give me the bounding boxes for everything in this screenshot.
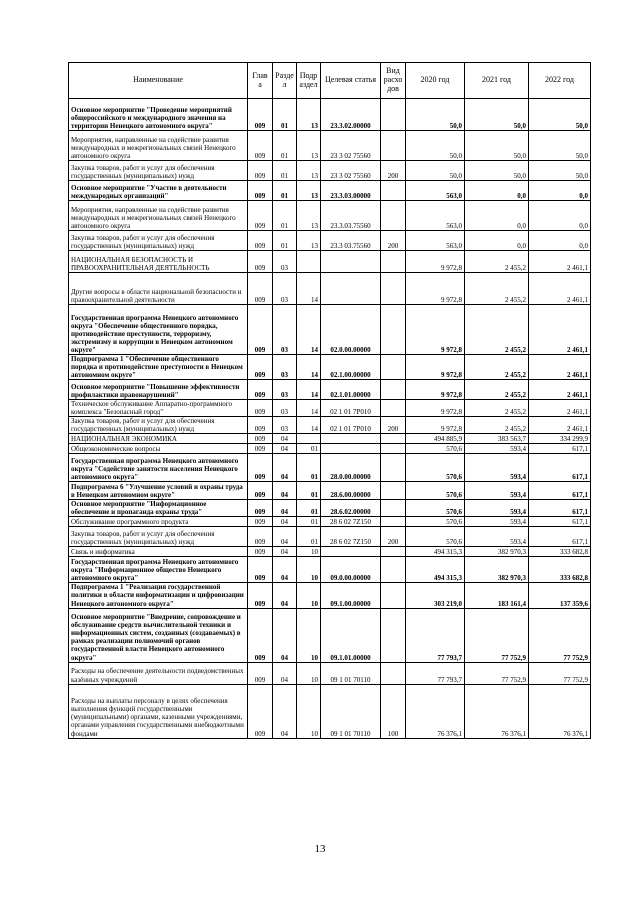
cell-statya (321, 434, 381, 444)
cell-podrazdel: 10 (297, 662, 321, 684)
cell-y2022: 333 682,8 (529, 547, 591, 557)
cell-y2022: 137 359,6 (529, 583, 591, 608)
cell-y2022: 50,0 (529, 99, 591, 131)
cell-y2022: 617,1 (529, 517, 591, 527)
cell-y2020: 9 972,8 (406, 380, 465, 400)
cell-y2020: 50,0 (406, 161, 465, 181)
cell-podrazdel: 01 (297, 444, 321, 454)
table-row (69, 684, 591, 738)
cell-y2021: 0,0 (465, 201, 529, 231)
cell-glava: 009 (248, 380, 273, 400)
table-row (69, 181, 591, 201)
cell-name: Закупка товаров, работ и услуг для обеспечения государственных (муниципальных) нужд (69, 161, 248, 181)
table-row (69, 517, 591, 527)
cell-vid: 200 (381, 527, 406, 547)
cell-podrazdel: 14 (297, 417, 321, 434)
header-statya: Целевая статья (321, 63, 381, 99)
cell-y2021: 2 455,2 (465, 251, 529, 273)
cell-y2020: 494 315,3 (406, 557, 465, 583)
cell-y2020: 9 972,8 (406, 273, 465, 305)
cell-razdel: 04 (273, 454, 297, 482)
cell-y2021: 2 455,2 (465, 355, 529, 380)
table-row (69, 417, 591, 434)
cell-y2021: 593,4 (465, 482, 529, 500)
cell-vid: 100 (381, 684, 406, 738)
header-glava: Глав а (248, 63, 273, 99)
cell-glava: 009 (248, 99, 273, 131)
header-2020: 2020 год (406, 63, 465, 99)
header-2021: 2021 год (465, 63, 529, 99)
cell-podrazdel: 13 (297, 131, 321, 161)
cell-statya (321, 547, 381, 557)
cell-y2021: 0,0 (465, 181, 529, 201)
cell-y2020: 9 972,8 (406, 417, 465, 434)
cell-y2021: 593,4 (465, 527, 529, 547)
cell-vid (381, 400, 406, 417)
cell-vid (381, 557, 406, 583)
cell-y2021: 50,0 (465, 161, 529, 181)
cell-name: Закупка товаров, работ и услуг для обеспечения государственных (муниципальных) нужд (69, 231, 248, 251)
cell-razdel: 01 (273, 201, 297, 231)
cell-podrazdel: 14 (297, 400, 321, 417)
cell-name: Закупка товаров, работ и услуг для обеспечения государственных (муниципальных) нужд (69, 527, 248, 547)
cell-podrazdel: 13 (297, 181, 321, 201)
cell-name: Государственная программа Ненецкого автономного округа "Информационное общество Ненецкого автономного округа" (69, 557, 248, 583)
cell-podrazdel: 10 (297, 608, 321, 662)
cell-vid (381, 99, 406, 131)
cell-razdel: 04 (273, 527, 297, 547)
cell-name: Основное мероприятие "Участие в деятельности международных организаций" (69, 181, 248, 201)
table-row (69, 434, 591, 444)
cell-glava: 009 (248, 517, 273, 527)
cell-podrazdel: 10 (297, 557, 321, 583)
cell-y2021: 50,0 (465, 131, 529, 161)
cell-razdel: 01 (273, 99, 297, 131)
cell-y2022: 0,0 (529, 231, 591, 251)
header-vid: Вид расхо дов (381, 63, 406, 99)
cell-razdel: 03 (273, 305, 297, 355)
cell-y2022: 617,1 (529, 500, 591, 517)
table-row (69, 231, 591, 251)
cell-statya: 23.3 03.75560 (321, 231, 381, 251)
cell-razdel: 01 (273, 181, 297, 201)
cell-name: Обслуживание программного продукта (69, 517, 248, 527)
cell-glava: 009 (248, 500, 273, 517)
cell-y2022: 0,0 (529, 181, 591, 201)
cell-vid: 200 (381, 161, 406, 181)
cell-glava: 009 (248, 557, 273, 583)
cell-podrazdel: 01 (297, 527, 321, 547)
table-row (69, 557, 591, 583)
table-row (69, 380, 591, 400)
table-row (69, 547, 591, 557)
cell-statya: 28 6 02 7Z150 (321, 527, 381, 547)
cell-statya: 09 1 01 70110 (321, 662, 381, 684)
cell-y2021: 77 752,9 (465, 662, 529, 684)
cell-y2022: 617,1 (529, 444, 591, 454)
cell-podrazdel (297, 251, 321, 273)
cell-name: НАЦИОНАЛЬНАЯ ЭКОНОМИКА (69, 434, 248, 444)
table-row (69, 500, 591, 517)
cell-y2022: 617,1 (529, 454, 591, 482)
cell-statya: 23.3.03.00000 (321, 181, 381, 201)
cell-name: Закупка товаров, работ и услуг для обеспечения государственных (муниципальных) нужд (69, 417, 248, 434)
cell-y2021: 77 752,9 (465, 608, 529, 662)
cell-y2022: 0,0 (529, 201, 591, 231)
cell-y2021: 183 161,4 (465, 583, 529, 608)
cell-vid (381, 273, 406, 305)
cell-y2021: 593,4 (465, 444, 529, 454)
cell-statya: 23 3 02 75560 (321, 131, 381, 161)
cell-y2020: 77 793,7 (406, 662, 465, 684)
cell-y2021: 593,4 (465, 517, 529, 527)
table-row (69, 305, 591, 355)
cell-statya: 28 6 02 7Z150 (321, 517, 381, 527)
table-row (69, 454, 591, 482)
cell-podrazdel: 10 (297, 684, 321, 738)
table-row (69, 662, 591, 684)
cell-y2022: 617,1 (529, 527, 591, 547)
cell-y2022: 50,0 (529, 161, 591, 181)
cell-statya: 23 3 02 75560 (321, 161, 381, 181)
cell-y2022: 77 752,9 (529, 662, 591, 684)
cell-glava: 009 (248, 434, 273, 444)
cell-razdel: 03 (273, 273, 297, 305)
cell-y2020: 563,0 (406, 201, 465, 231)
cell-y2020: 76 376,1 (406, 684, 465, 738)
cell-vid (381, 517, 406, 527)
cell-statya: 28.0.00.00000 (321, 454, 381, 482)
cell-name: Основное мероприятие "Проведение мероприятий общероссийского и международного значения на территории Ненецкого автономного округа" (69, 99, 248, 131)
table-row (69, 400, 591, 417)
cell-vid (381, 662, 406, 684)
cell-y2021: 50,0 (465, 99, 529, 131)
header-2022: 2022 год (529, 63, 591, 99)
table-row (69, 201, 591, 231)
cell-name: Подпрограмма 1 "Реализация государственной политики в области информатизации и цифровизации Ненецкого автономного округа" (69, 583, 248, 608)
cell-statya: 23.3.03.75560 (321, 201, 381, 231)
cell-name: Техническое обслуживание Аппаратно-программного комплекса "Безопасный город" (69, 400, 248, 417)
budget-table (68, 62, 591, 739)
cell-razdel: 04 (273, 608, 297, 662)
cell-y2022: 2 461,1 (529, 305, 591, 355)
cell-y2020: 570,6 (406, 444, 465, 454)
cell-vid (381, 131, 406, 161)
cell-y2021: 76 376,1 (465, 684, 529, 738)
cell-glava: 009 (248, 482, 273, 500)
cell-y2022: 76 376,1 (529, 684, 591, 738)
cell-y2020: 563,0 (406, 181, 465, 201)
cell-statya: 09.0.00.00000 (321, 557, 381, 583)
cell-podrazdel: 01 (297, 517, 321, 527)
cell-y2020: 570,6 (406, 527, 465, 547)
cell-name: Основное мероприятие "Повышение эффективности профилактики правонарушений" (69, 380, 248, 400)
cell-razdel: 04 (273, 557, 297, 583)
cell-glava: 009 (248, 684, 273, 738)
cell-y2020: 9 972,8 (406, 251, 465, 273)
cell-y2020: 570,6 (406, 517, 465, 527)
cell-y2022: 2 461,1 (529, 273, 591, 305)
cell-y2022: 2 461,1 (529, 380, 591, 400)
table-row (69, 251, 591, 273)
cell-razdel: 03 (273, 251, 297, 273)
cell-vid (381, 500, 406, 517)
cell-razdel: 04 (273, 684, 297, 738)
cell-y2021: 2 455,2 (465, 400, 529, 417)
cell-y2022: 333 682,8 (529, 557, 591, 583)
cell-name: Общеэкономические вопросы (69, 444, 248, 454)
cell-glava: 009 (248, 662, 273, 684)
cell-glava: 009 (248, 201, 273, 231)
cell-glava: 009 (248, 400, 273, 417)
cell-statya: 02 1 01 7Р010 (321, 400, 381, 417)
cell-razdel: 04 (273, 434, 297, 444)
cell-glava: 009 (248, 305, 273, 355)
table-row (69, 161, 591, 181)
table-row (69, 273, 591, 305)
cell-vid (381, 380, 406, 400)
cell-y2022: 2 461,1 (529, 417, 591, 434)
cell-y2021: 382 970,3 (465, 557, 529, 583)
cell-name: Связь и информатика (69, 547, 248, 557)
cell-razdel: 03 (273, 380, 297, 400)
cell-glava: 009 (248, 355, 273, 380)
cell-podrazdel: 13 (297, 201, 321, 231)
table-row (69, 527, 591, 547)
cell-vid (381, 251, 406, 273)
cell-name: Мероприятия, направленные на содействие развития международных и межрегиональных связей Ненецкого автономного округа (69, 201, 248, 231)
cell-podrazdel: 13 (297, 99, 321, 131)
cell-y2020: 570,6 (406, 454, 465, 482)
cell-name: Государственная программа Ненецкого автономного округа "Обеспечение общественного порядка, противодействие преступности, терроризму, экстремизму и коррупции в Ненецком автономном округе" (69, 305, 248, 355)
cell-y2021: 2 455,2 (465, 273, 529, 305)
cell-razdel: 04 (273, 444, 297, 454)
cell-y2021: 383 563,7 (465, 434, 529, 444)
header-row (69, 63, 591, 99)
cell-y2020: 570,6 (406, 482, 465, 500)
cell-vid (381, 608, 406, 662)
cell-vid: 200 (381, 417, 406, 434)
cell-razdel: 04 (273, 547, 297, 557)
cell-name: Государственная программа Ненецкого автономного округа "Содействие занятости населения Ненецкого автономного округа" (69, 454, 248, 482)
cell-podrazdel: 10 (297, 547, 321, 557)
cell-vid (381, 583, 406, 608)
cell-y2021: 593,4 (465, 454, 529, 482)
cell-podrazdel: 01 (297, 482, 321, 500)
cell-name: Расходы на выплаты персоналу в целях обеспечения выполнения функций государственными (муниципальными) органами, казенными учреждениями, органами управления государственными внебюджетными фондами (69, 684, 248, 738)
cell-glava: 009 (248, 583, 273, 608)
table-row (69, 482, 591, 500)
cell-podrazdel: 14 (297, 305, 321, 355)
cell-y2020: 303 219,0 (406, 583, 465, 608)
cell-glava: 009 (248, 231, 273, 251)
cell-razdel: 04 (273, 583, 297, 608)
cell-y2020: 570,6 (406, 500, 465, 517)
cell-glava: 009 (248, 161, 273, 181)
cell-name: Основное мероприятие "Внедрение, сопровождение и обслуживание средств вычислительной техники и информационных систем, созданных (создаваемых) в рамках реализации полномочий органов государственной власти Ненецкого автономного округа" (69, 608, 248, 662)
cell-statya: 28.6.02.00000 (321, 500, 381, 517)
cell-podrazdel: 13 (297, 231, 321, 251)
cell-razdel: 01 (273, 161, 297, 181)
cell-podrazdel: 01 (297, 454, 321, 482)
header-razdel: Разде л (273, 63, 297, 99)
cell-y2022: 2 461,1 (529, 355, 591, 380)
cell-statya: 02 1 01 7Р010 (321, 417, 381, 434)
cell-statya: 09 1 01 70110 (321, 684, 381, 738)
cell-glava: 009 (248, 527, 273, 547)
cell-y2020: 77 793,7 (406, 608, 465, 662)
header-name: Наименование (69, 63, 248, 99)
cell-y2022: 2 461,1 (529, 400, 591, 417)
cell-vid: 200 (381, 231, 406, 251)
cell-y2021: 2 455,2 (465, 417, 529, 434)
cell-razdel: 04 (273, 482, 297, 500)
cell-y2022: 50,0 (529, 131, 591, 161)
cell-y2021: 382 970,3 (465, 547, 529, 557)
cell-vid (381, 201, 406, 231)
cell-y2021: 2 455,2 (465, 305, 529, 355)
table-row (69, 608, 591, 662)
cell-name: Расходы на обеспечение деятельности подведомственных казённых учреждений (69, 662, 248, 684)
cell-name: Мероприятия, направленные на содействие развития международных и межрегиональных связей Ненецкого автономного округа (69, 131, 248, 161)
cell-y2020: 9 972,8 (406, 355, 465, 380)
cell-razdel: 04 (273, 517, 297, 527)
cell-razdel: 04 (273, 500, 297, 517)
table-row (69, 444, 591, 454)
cell-razdel: 03 (273, 355, 297, 380)
cell-podrazdel: 10 (297, 583, 321, 608)
cell-podrazdel: 13 (297, 161, 321, 181)
cell-statya (321, 273, 381, 305)
cell-y2021: 2 455,2 (465, 380, 529, 400)
cell-name: НАЦИОНАЛЬНАЯ БЕЗОПАСНОСТЬ И ПРАВООХРАНИТЕЛЬНАЯ ДЕЯТЕЛЬНОСТЬ (69, 251, 248, 273)
cell-name: Основное мероприятие "Информационное обеспечение и пропаганда охраны труда" (69, 500, 248, 517)
cell-glava: 009 (248, 417, 273, 434)
cell-y2020: 494 885,9 (406, 434, 465, 444)
cell-statya: 23.3.02.00000 (321, 99, 381, 131)
cell-y2022: 617,1 (529, 482, 591, 500)
cell-glava: 009 (248, 547, 273, 557)
cell-vid (381, 482, 406, 500)
cell-statya: 02.0.00.00000 (321, 305, 381, 355)
cell-glava: 009 (248, 181, 273, 201)
cell-razdel: 01 (273, 131, 297, 161)
cell-y2020: 9 972,8 (406, 400, 465, 417)
cell-statya (321, 251, 381, 273)
header-podrazdel: Подр аздел (297, 63, 321, 99)
cell-razdel: 03 (273, 417, 297, 434)
cell-statya: 28.6.00.00000 (321, 482, 381, 500)
cell-vid (381, 181, 406, 201)
cell-vid (381, 355, 406, 380)
cell-y2022: 334 299,9 (529, 434, 591, 444)
cell-statya: 09.1.00.00000 (321, 583, 381, 608)
cell-y2021: 0,0 (465, 231, 529, 251)
cell-podrazdel: 01 (297, 500, 321, 517)
cell-y2020: 9 972,8 (406, 305, 465, 355)
cell-vid (381, 434, 406, 444)
table-row (69, 355, 591, 380)
table-row (69, 131, 591, 161)
cell-statya: 02.1.00.00000 (321, 355, 381, 380)
cell-razdel: 04 (273, 662, 297, 684)
cell-y2020: 50,0 (406, 131, 465, 161)
cell-razdel: 01 (273, 231, 297, 251)
cell-glava: 009 (248, 608, 273, 662)
cell-glava: 009 (248, 273, 273, 305)
cell-vid (381, 305, 406, 355)
cell-vid (381, 454, 406, 482)
cell-glava: 009 (248, 251, 273, 273)
cell-y2020: 50,0 (406, 99, 465, 131)
cell-statya: 09.1.01.00000 (321, 608, 381, 662)
cell-podrazdel: 14 (297, 380, 321, 400)
cell-statya (321, 444, 381, 454)
cell-y2020: 563,0 (406, 231, 465, 251)
cell-vid (381, 444, 406, 454)
table-row (69, 583, 591, 608)
cell-y2022: 77 752,9 (529, 608, 591, 662)
cell-glava: 009 (248, 454, 273, 482)
cell-y2022: 2 461,1 (529, 251, 591, 273)
cell-razdel: 03 (273, 400, 297, 417)
cell-vid (381, 547, 406, 557)
cell-y2021: 593,4 (465, 500, 529, 517)
cell-y2020: 494 315,3 (406, 547, 465, 557)
cell-glava: 009 (248, 131, 273, 161)
cell-statya: 02.1.01.00000 (321, 380, 381, 400)
cell-podrazdel: 14 (297, 355, 321, 380)
cell-podrazdel (297, 434, 321, 444)
cell-glava: 009 (248, 444, 273, 454)
cell-name: Подпрограмма 6 "Улучшение условий и охраны труда в Ненецком автономном округе" (69, 482, 248, 500)
cell-name: Другие вопросы в области национальной безопасности и правоохранительной деятельности (69, 273, 248, 305)
page-number: 13 (314, 843, 326, 855)
cell-name: Подпрограмма 1 "Обеспечение общественного порядка и противодействие преступности в Ненецком автономном округе" (69, 355, 248, 380)
table-row (69, 99, 591, 131)
cell-podrazdel: 14 (297, 273, 321, 305)
